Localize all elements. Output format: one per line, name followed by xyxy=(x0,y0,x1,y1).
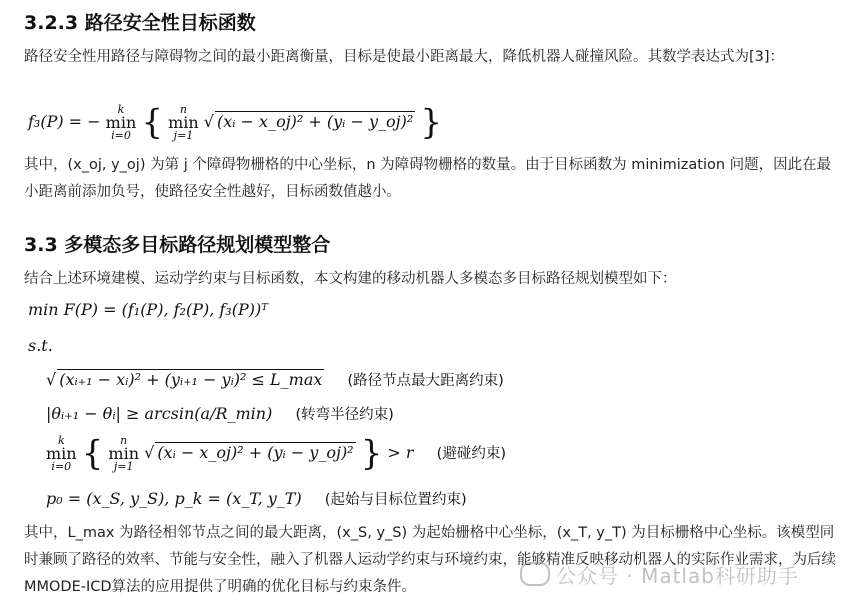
safety-formula: f₃(P) = − k min i=0 { n min j=1 √ (xᵢ − x_oj)² + (yᵢ − y_oj)² } xyxy=(28,102,442,143)
constraint-2-note: (转弯半径约束) xyxy=(295,407,394,423)
constraint-4-note: (起始与目标位置约束) xyxy=(324,492,467,508)
constraint-turning-radius: |θᵢ₊₁ − θᵢ| ≥ arcsin(a/R_min) (转弯半径约束) xyxy=(46,404,394,423)
constraint-start-goal: p₀ = (x_S, y_S), p_k = (x_T, y_T) (起始与目标位置约束) xyxy=(46,489,467,508)
objective-formula: min F(P) = (f₁(P), f₂(P), f₃(P))ᵀ xyxy=(28,300,268,319)
left-brace: { xyxy=(141,102,163,143)
model-explain-paragraph: 其中，L_max 为路径相邻节点之间的最大距离，(x_S, y_S) 为起始栅格中心坐标，(x_T, y_T) 为目标栅格中心坐标。该模型同时兼顾了路径的效率、节能与安全性，融入了机器人运动学约束与环境约束，能够精准反映移动机器人的实际作业需求，为后续MMODE-ICD算法的应用提供了明确的优化目标与约束条件。 xyxy=(24,525,836,595)
wechat-icon xyxy=(520,562,550,586)
watermark: 公众号 · Matlab科研助手 xyxy=(520,560,799,589)
constraint-max-distance: √ (xᵢ₊₁ − xᵢ)² + (yᵢ₊₁ − yᵢ)² ≤ L_max (路径节点最大距离约束) xyxy=(46,370,504,389)
inner-min: n min j=1 xyxy=(168,103,199,142)
safety-explain-paragraph: 其中，(x_oj, y_oj) 为第 j 个障碍物栅格的中心坐标，n 为障碍物栅格的数量。由于目标函数为 minimization 问题，因此在最小距离前添加负号，使路径安全性越好，目标函数值越小。 xyxy=(24,157,832,200)
constraint-1-note: (路径节点最大距离约束) xyxy=(347,373,504,389)
safety-intro-paragraph: 路径安全性用路径与障碍物之间的最小距离衡量，目标是使最小距离最大，降低机器人碰撞风险。其数学表达式为[3]： xyxy=(24,49,785,65)
section-heading-3-3: 3.3 多模态多目标路径规划模型整合 xyxy=(24,234,331,256)
model-intro-paragraph: 结合上述环境建模、运动学约束与目标函数，本文构建的移动机器人多模态多目标路径规划模型如下： xyxy=(24,271,677,287)
section-heading-3-2-3: 3.2.3 路径安全性目标函数 xyxy=(24,12,256,34)
outer-min: k min i=0 xyxy=(105,103,137,142)
subject-to: s.t. xyxy=(28,336,53,355)
constraint-3-note: (避碰约束) xyxy=(436,446,506,462)
formula-radicand: (xᵢ − x_oj)² + (yᵢ − y_oj)² xyxy=(216,112,414,131)
constraint-collision: k min i=0 { n min j=1 √ (xᵢ − x_oj)² + (yᵢ − y_oj)² } > r (避碰约束) xyxy=(46,433,506,474)
right-brace: } xyxy=(420,102,442,143)
formula-lhs: f₃(P) = − xyxy=(28,112,101,131)
